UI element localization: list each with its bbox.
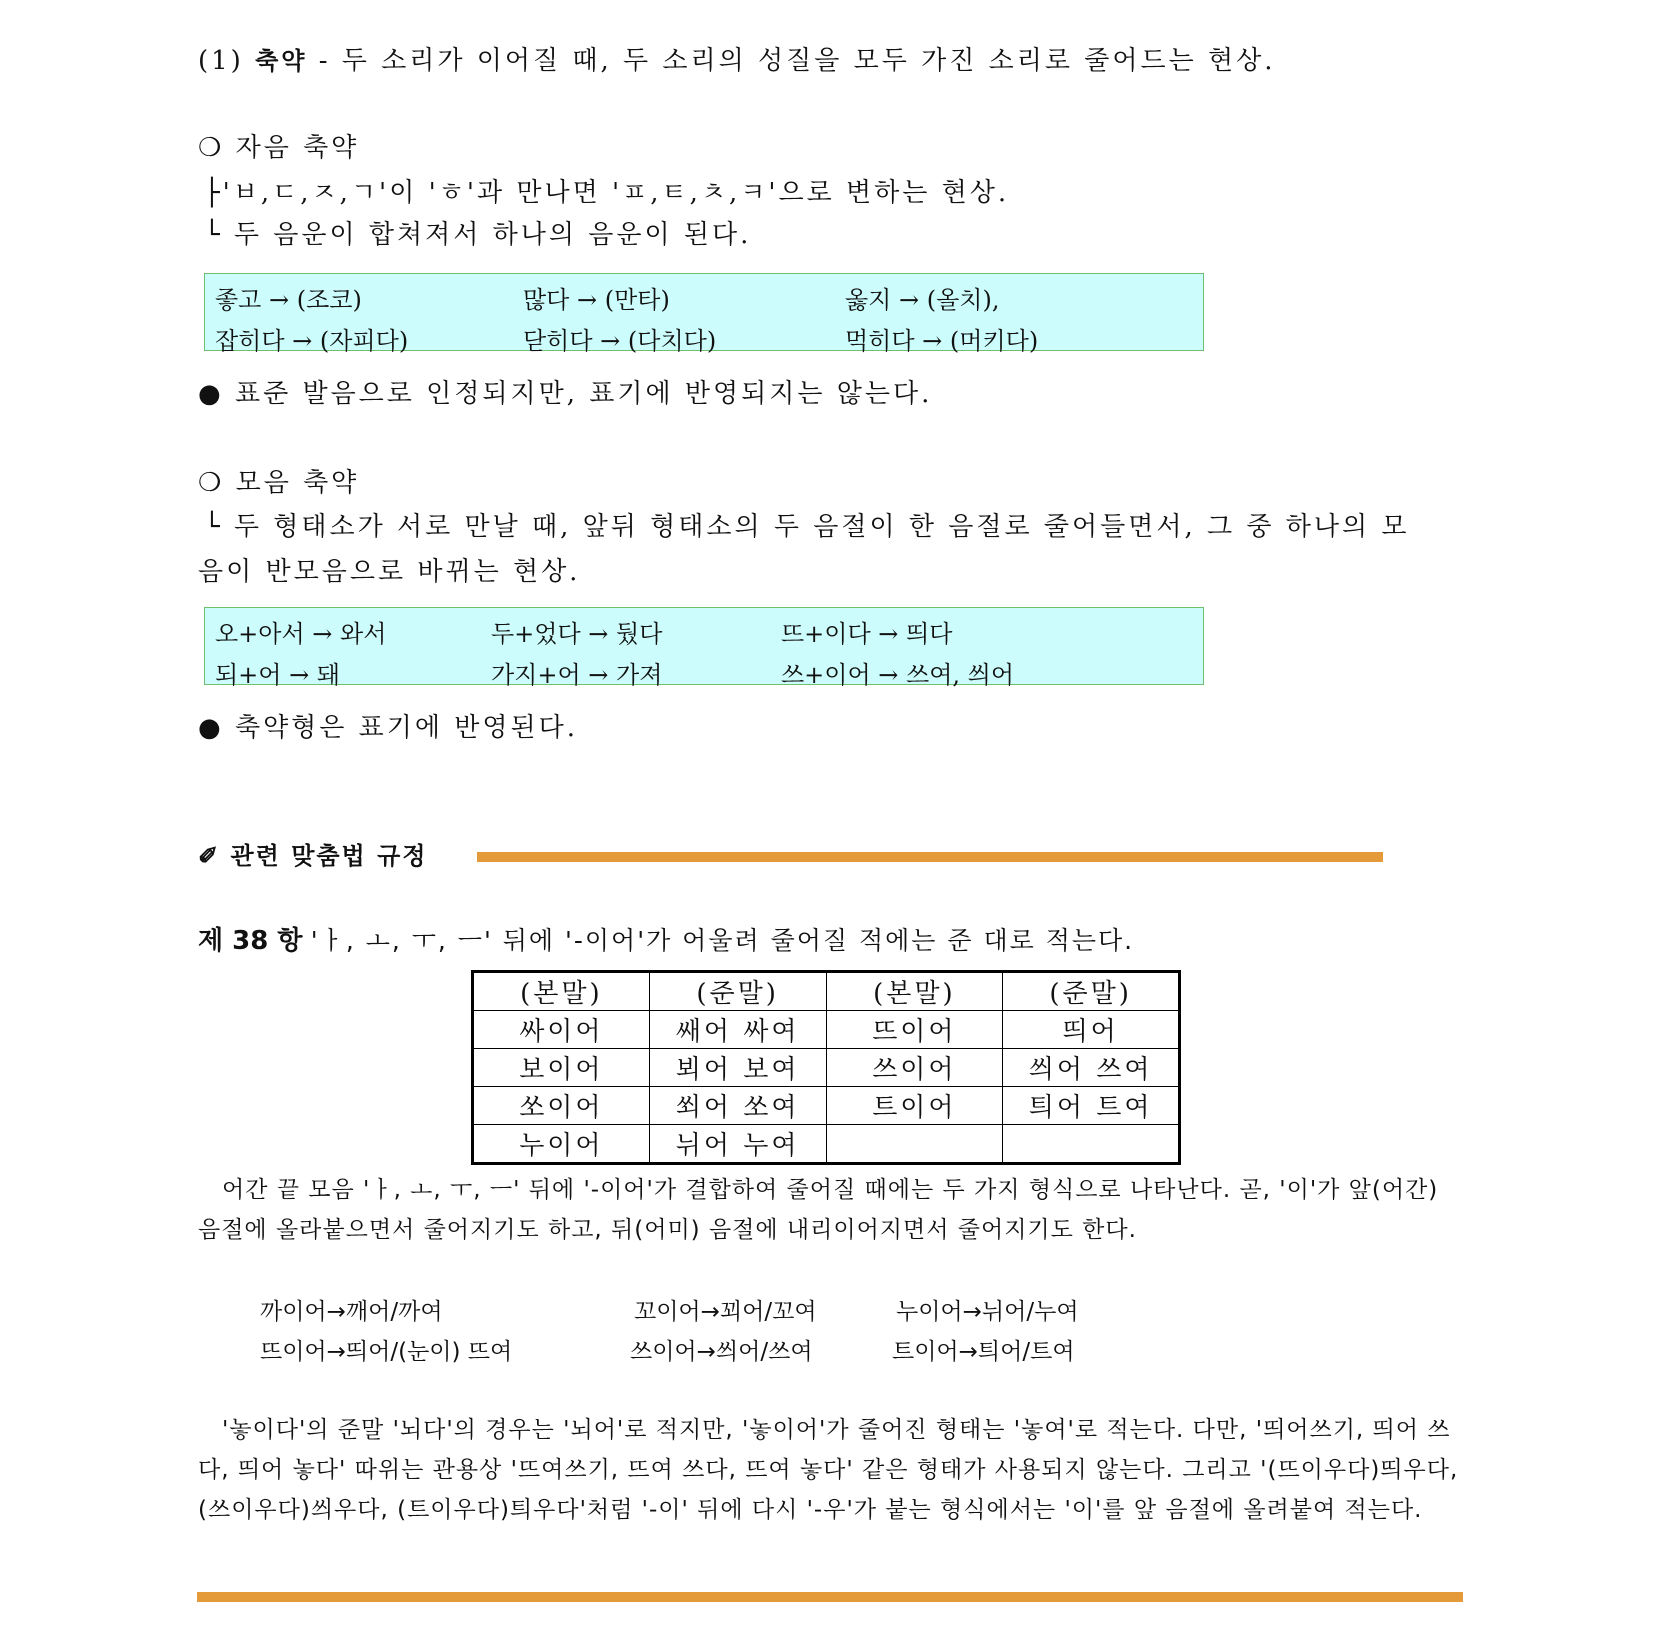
example-item: 꼬이어→꾀어/꼬여 [634, 1299, 817, 1325]
example-item: 누이어→뉘어/누여 [896, 1299, 1079, 1325]
heading-line [198, 40, 1276, 77]
table-header-row [473, 972, 1180, 1011]
table-cell: 띄어 [1003, 1011, 1180, 1049]
table-cell [1003, 1125, 1180, 1164]
consonant-note: ● 표준 발음으로 인정되지만, 표기에 반영되지는 않는다. [198, 379, 933, 409]
consonant-line2: └ 두 음운이 합쳐져서 하나의 음운이 된다. [204, 220, 752, 250]
table-row [473, 1049, 1180, 1087]
table-row [473, 1087, 1180, 1125]
example-item: 가지+어 → 가져 [491, 661, 663, 689]
heading-term: 축약 [255, 47, 308, 75]
example-item: 닫히다 → (다치다) [523, 327, 717, 355]
table-header-cell: (준말) [1003, 972, 1180, 1011]
table-cell: 뵈어 보여 [649, 1049, 826, 1087]
table-header-cell: (본말) [826, 972, 1003, 1011]
example-item: 잡히다 → (자피다) [215, 327, 409, 355]
example-item: 뜨이어→띄어/(눈이) 뜨여 [260, 1339, 513, 1365]
table-cell: 씌어 쓰여 [1003, 1049, 1180, 1087]
table-cell: 싸이어 [473, 1011, 650, 1049]
table-cell: 쏘이어 [473, 1087, 650, 1125]
related-title: ✐ 관련 맞춤법 규정 [198, 841, 428, 870]
example-item: 까이어→깨어/까여 [260, 1299, 443, 1325]
example-item: 좋고 → (조코) [215, 286, 362, 314]
example-item: 옳지 → (올치), [845, 286, 1000, 314]
example-item: 오+아서 → 와서 [215, 620, 387, 648]
table-row [473, 1125, 1180, 1164]
heading-number: (1) [198, 46, 244, 76]
table-header-cell: (본말) [473, 972, 650, 1011]
table-cell: 누이어 [473, 1125, 650, 1164]
table-cell: 뜨이어 [826, 1011, 1003, 1049]
section-divider [477, 852, 1383, 862]
table-cell: 쌔어 싸여 [649, 1011, 826, 1049]
consonant-line1: ├'ㅂ,ㄷ,ㅈ,ㄱ'이 'ㅎ'과 만나면 'ㅍ,ㅌ,ㅊ,ㅋ'으로 변하는 현상. [204, 178, 1010, 208]
table-cell: 트이어 [826, 1087, 1003, 1125]
vowel-note: ● 축약형은 표기에 반영된다. [198, 713, 579, 743]
example-item: 뜨+이다 → 띄다 [781, 620, 953, 648]
example-item: 많다 → (만타) [523, 286, 670, 314]
table-cell [826, 1125, 1003, 1164]
rule38-table [471, 970, 1181, 1165]
vowel-example-box [204, 607, 1204, 689]
bottom-divider [197, 1592, 1463, 1602]
example-item: 되+어 → 돼 [215, 661, 341, 689]
table-cell: 쓰이어 [826, 1049, 1003, 1087]
example-item: 먹히다 → (머키다) [845, 327, 1039, 355]
table-cell: 보이어 [473, 1049, 650, 1087]
table-header-cell: (준말) [649, 972, 826, 1011]
vowel-line2: 음이 반모음으로 바뀌는 현상. [198, 557, 581, 587]
table-cell: 쐬어 쏘여 [649, 1087, 826, 1125]
consonant-example-box [204, 273, 1204, 355]
consonant-title: ❍ 자음 축약 [198, 133, 360, 163]
table-cell: 뉘어 누여 [649, 1125, 826, 1164]
example-item: 쓰이어→씌어/쓰여 [630, 1339, 813, 1365]
example-item: 쓰+이어 → 쓰여, 씌어 [781, 661, 1015, 689]
table-cell: 틔어 트여 [1003, 1087, 1180, 1125]
example-item: 트이어→틔어/트여 [892, 1339, 1075, 1365]
vowel-line1: └ 두 형태소가 서로 만날 때, 앞뒤 형태소의 두 음절이 한 음절로 줄어들면서, 그 중 하나의 모 [204, 512, 1410, 542]
heading-definition: - 두 소리가 이어질 때, 두 소리의 성질을 모두 가진 소리로 줄어드는 현상. [318, 46, 1276, 76]
vowel-title: ❍ 모음 축약 [198, 468, 360, 498]
rule38-text: 'ㅏ, ㅗ, ㅜ, ㅡ' 뒤에 '-이어'가 어울려 줄어질 적에는 준 대로 적는다. [310, 926, 1135, 955]
table-row [473, 1011, 1180, 1049]
rule38-line [198, 920, 1134, 957]
rule38-paragraph-1: 어간 끝 모음 'ㅏ, ㅗ, ㅜ, ㅡ' 뒤에 '-이어'가 결합하여 줄어질 때에는 두 가지 형식으로 나타난다. 곧, '이'가 앞(어간) 음절에 올라붙으면서 줄어지기도 하고, 뒤(어미) 음절에 내리이어지면서 줄어지기도 한다. [198, 1177, 1439, 1243]
rule38-label: 제 38 항 [198, 926, 303, 956]
rule38-paragraph-2: '놓이다'의 준말 '뇌다'의 경우는 '뇌어'로 적지만, '놓이어'가 줄어진 형태는 '놓여'로 적는다. 다만, '띄어쓰기, 띄어 쓰다, 띄어 놓다' 따위는 관용상 '뜨여쓰기, 뜨여 쓰다, 뜨여 놓다' 같은 형태가 사용되지 않는다. 그리고 '(뜨이우다)띄우다, (쓰이우다)씌우다, (트이우다)틔우다'처럼 '-이' 뒤에 다시 '-우'가 붙는 형식에서는 '이'를 앞 음절에 올려붙여 적는다. [198, 1417, 1459, 1523]
example-item: 두+었다 → 뒀다 [491, 620, 663, 648]
